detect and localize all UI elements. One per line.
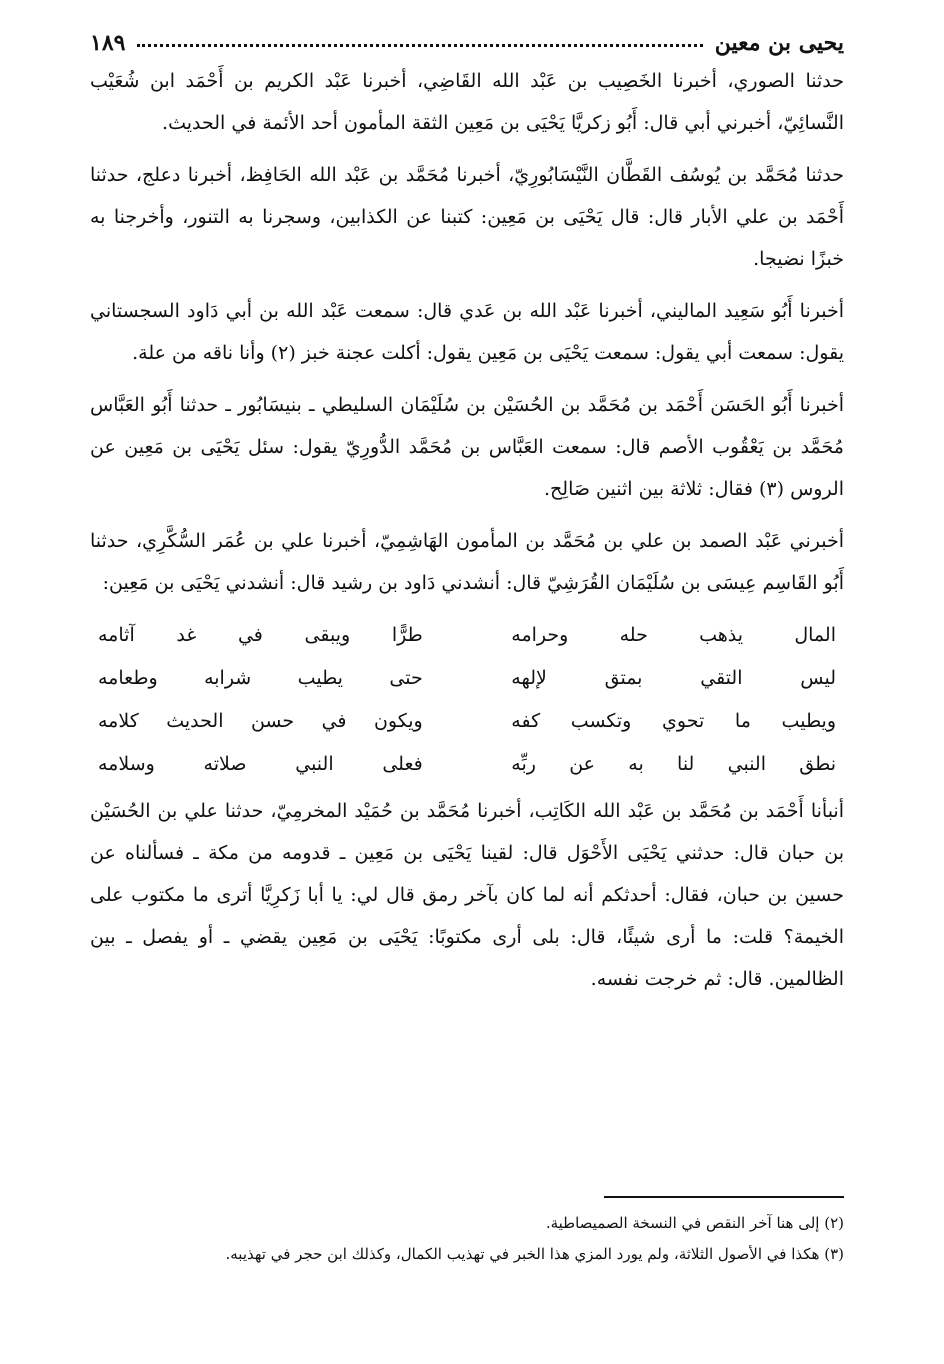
paragraph-4: أخبرنا أَبُو الحَسَن أَحْمَد بن مُحَمَّد بن الحُسَيْن بن سُلَيْمَان السليطي ـ بنيسَابُور ـ حدثنا أَبُو العَبَّاس مُحَمَّد بن يَعْقُوب الأصم قال: سمعت العَبَّاس بن مُحَمَّد الدُّورِيّ يقول: سئل يَحْيَى بن مَعِين عن الروس (٣) فقال: ثلاثة بين اثنين صَالِح. — [90, 394, 844, 500]
paragraph-1: حدثنا الصوري، أخبرنا الخَصِيب بن عَبْد الله القَاضِي، أخبرنا عَبْد الكريم بن أَحْمَد ابن شُعَيْب النَّسائِيّ، أخبرني أبي قال: أَبُو زكريَّا يَحْيَى بن مَعِين الثقة المأمون أحد الأئمة في الحديث. — [90, 70, 844, 134]
verse-first-hemistich: المال يذهب حله وحرامه — [511, 624, 836, 646]
poem-verse — [98, 700, 836, 743]
paragraph-3: أخبرنا أَبُو سَعِيد الماليني، أخبرنا عَبْد الله بن عَدي قال: سمعت عَبْد الله بن أبي دَاود السجستاني يقول: سمعت أبي يقول: سمعت يَحْيَى بن مَعِين يقول: أكلت عجنة خبز (٢) وأنا ناقه من علة. — [90, 300, 844, 364]
poem-verse — [98, 743, 836, 786]
poem-verse — [98, 657, 836, 700]
running-header — [90, 22, 844, 56]
verse-second-hemistich: فعلى النبي صلاته وسلامه — [98, 753, 423, 775]
verse-first-hemistich: ويطيب ما تحوي وتكسب كفه — [511, 710, 836, 732]
main-text — [90, 60, 844, 1000]
verse-second-hemistich: طرًّا ويبقى في غد آثامه — [98, 624, 423, 646]
poem — [98, 614, 836, 786]
paragraph-5: أخبرني عَبْد الصمد بن علي بن مُحَمَّد بن المأمون الهَاشِمِيّ، أخبرنا علي بن عُمَر السُّكَّرِي، حدثنا أَبُو القَاسِم عِيسَى بن سُلَيْمَان القُرَشِيّ قال: أنشدني دَاود بن رشيد قال: أنشدني يَحْيَى بن مَعِين: — [90, 530, 844, 594]
verse-second-hemistich: ويكون في حسن الحديث كلامه — [98, 710, 423, 732]
closing-paragraph: أنبأنا أَحْمَد بن مُحَمَّد بن عَبْد الله الكَاتِب، أخبرنا مُحَمَّد بن حُمَيْد المخرمِيّ، حدثنا علي بن الحُسَيْن بن حبان قال: حدثني يَحْيَى الأَحْوَل قال: لقينا يَحْيَى بن مَعِين ـ قدومه من مكة ـ فسألناه عن حسين بن حبان، فقال: أحدثكم أنه لما كان بآخر رمق قال لي: يا أبا زَكرِيَّا أترى ما مكتوب على الخيمة؟ قلت: ما أرى شيئًا، قال: بلى أرى مكتوبًا: يَحْيَى بن مَعِين يقضي ـ أو يفصل ـ بين الظالمين. قال: ثم خرجت نفسه. — [90, 800, 844, 990]
footnote-2: (٢) إلى هنا آخر النقص في النسخة الصميصاطية. — [545, 1214, 844, 1232]
footnote-divider — [604, 1196, 844, 1198]
footnote-3: (٣) هكذا في الأصول الثلاثة، ولم يورد المزي هذا الخبر في تهذيب الكمال، وكذلك ابن حجر في تهذيبه. — [225, 1245, 844, 1263]
poem-verse — [98, 614, 836, 657]
header-dotted-leader — [137, 44, 702, 47]
page-number: ١٨٩ — [90, 30, 126, 56]
verse-second-hemistich: حتى يطيب شرابه وطعامه — [98, 667, 423, 689]
header-title: يحيى بن معين — [714, 30, 844, 56]
verse-first-hemistich: نطق النبي لنا به عن ربِّه — [511, 753, 836, 775]
verse-first-hemistich: ليس التقي بمتق لإلهه — [511, 667, 836, 689]
paragraph-2: حدثنا مُحَمَّد بن يُوسُف القَطَّان النَّيْسَابُورِيّ، أخبرنا مُحَمَّد بن عَبْد الله الحَافِظ، أخبرنا دعلج، حدثنا أَحْمَد بن علي الأبار قال: قال يَحْيَى بن مَعِين: كتبنا عن الكذابين، وسجرنا به التنور، وأخرجنا به خبزًا نضيجا. — [90, 164, 844, 270]
footnotes — [90, 1196, 844, 1270]
